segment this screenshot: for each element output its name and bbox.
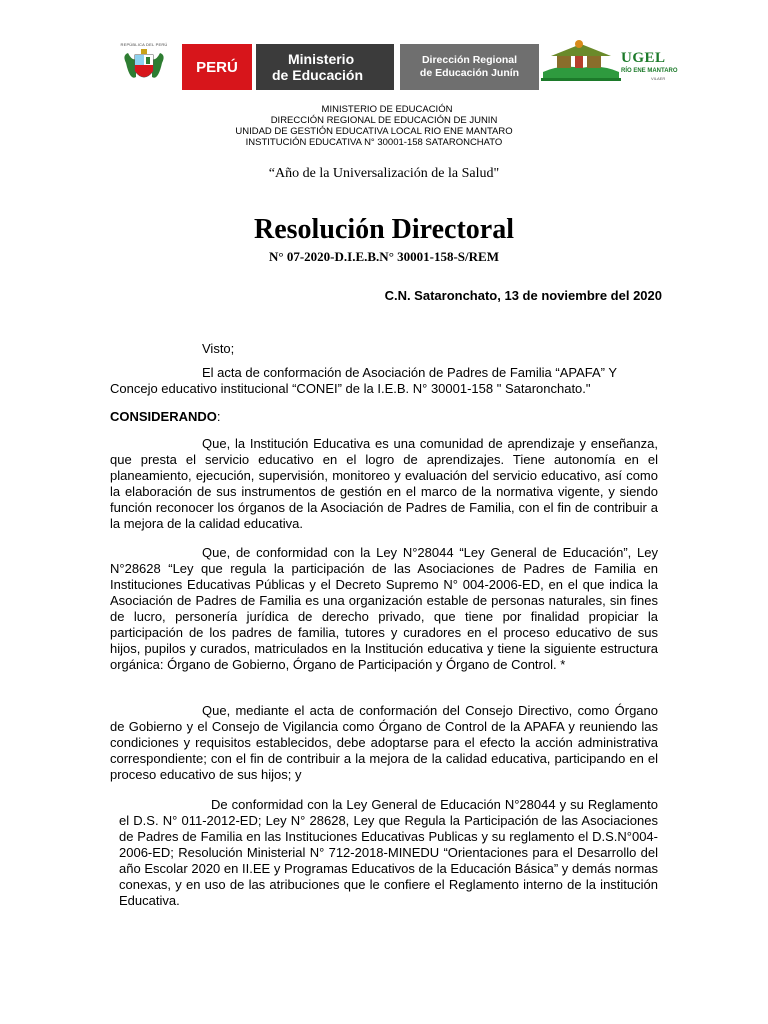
paragraph-text: Que, de conformidad con la Ley N°28044 “Ley General de Educación”, Ley N°28628 “Ley que regula la participación de las Asociaciones de Padres de Familia en Instituciones Educativas Públicas y el Decreto Supremo N° 004-2006-ED, en el que indica la Asociación de Padres de Familia es una organización estable de personas naturales, sin fines de lucro, personería jurídica de derecho privado, que tiene por finalidad propiciar la participación de los padres de familia, tutores y curadores en el proceso educativo de sus hijos, pupilos y curados, matriculados en la Institución educativa y tiene la siguiente estructura orgánica: Órgano de Gobierno, Órgano de Participación y Órgano de Control. * [110, 545, 658, 672]
peru-label: PERÚ [196, 58, 238, 76]
acta-line-2: Concejo educativo institucional “CONEI” de la I.E.B. N° 30001-158 " Sataronchato." [110, 381, 591, 396]
visto-heading: Visto; [202, 341, 235, 356]
considerando-paragraph-3 [110, 703, 658, 783]
considerando-label: CONSIDERANDO [110, 409, 217, 424]
shield-icon [122, 47, 166, 87]
considerando-paragraph-4 [119, 797, 658, 909]
date-line: C.N. Sataronchato, 13 de noviembre del 2020 [384, 288, 662, 303]
dre-line-1: Dirección Regional [421, 54, 518, 66]
dre-line-2: de Educación Junín [419, 67, 520, 79]
institution-line-3: UNIDAD DE GESTIÓN EDUCATIVA LOCAL RIO ENE MANTARO [235, 126, 513, 137]
minedu-line-1: Ministerio [288, 51, 355, 67]
considerando-paragraph-1 [110, 436, 658, 532]
document-title: Resolución Directoral [254, 214, 514, 245]
acta-line-1: El acta de conformación de Asociación de Padres de Familia “APAFA” Y [202, 365, 618, 380]
ugel-name: UGEL [621, 50, 666, 66]
ministerio-educacion-brand-box [256, 44, 394, 90]
ugel-emblem-icon [541, 38, 621, 86]
ugel-logo [541, 38, 703, 94]
resolution-number: N° 07-2020-D.I.E.B.N° 30001-158-S/REM [269, 249, 499, 264]
paragraph-text: Que, la Institución Educativa es una comunidad de aprendizaje y enseñanza, que presta el servicio educativo en el logro de aprendizajes. Tiene autonomía en el planeamiento, ejecución, supervisión, monitoreo y evaluación del servicio educativo, así como la elaboración de sus instrumentos de gestión en el marco de la normativa vigente, y siendo función reconocer los órganos de la Asociación de Padres de Familia, con el fin de contribuir a la mejora de la calidad educativa. [110, 436, 658, 531]
year-motto: “Año de la Universalización de la Salud" [268, 166, 500, 181]
coat-of-arms-caption: REPÚBLICA DEL PERÚ [120, 42, 168, 47]
minedu-line-2: de Educación [272, 67, 364, 83]
acta-reference [110, 365, 659, 397]
institution-line-4: INSTITUCIÓN EDUCATIVA N° 30001-158 SATARONCHATO [245, 137, 503, 148]
institution-line-1: MINISTERIO DE EDUCACIÓN [321, 104, 453, 115]
national-coat-of-arms-logo [114, 42, 174, 92]
paragraph-text: De conformidad con la Ley General de Educación N°28044 y su Reglamento el D.S. N° 011-2012-ED; Ley N° 28628, Ley que Regula la Participación de las Asociaciones de Padres de Familia en las Instituciones Educativas Publicas y su reglamento el D.S.N°004-2006-ED; Resolución Ministerial N° 712-2018-MINEDU “Orientaciones para el Desarrollo del año Escolar 2020 en II.EE y Programas Educativos de la Educación Básica” y demás normas conexas, y en uso de las atribuciones que le confiere el Reglamento interno de la institución Educativa. [119, 797, 658, 908]
institution-line-2: DIRECCIÓN REGIONAL DE EDUCACIÓN DE JUNIN [270, 115, 498, 126]
ugel-subtitle-2: VILAER [651, 76, 666, 81]
paragraph-text: Que, mediante el acta de conformación del Consejo Directivo, como Órgano de Gobierno y el Consejo de Vigilancia como Órgano de Control de la APAFA y reuniendo las condiciones y requisitos establecidos, debe adoptarse para el efecto la acción administrativa correspondiente; con el fin de contribuir a la mejora de la calidad educativa, participando en el proceso educativo de sus hijos; y [110, 703, 658, 782]
considerando-colon: : [216, 409, 221, 424]
considerando-heading [110, 409, 221, 425]
header-logo-bar [0, 38, 768, 94]
direccion-regional-brand-box [400, 44, 539, 90]
institution-header [0, 104, 768, 148]
ugel-subtitle: RÍO ENE MANTARO [621, 68, 678, 74]
peru-brand-box [182, 44, 252, 90]
considerando-paragraph-2 [110, 545, 658, 673]
